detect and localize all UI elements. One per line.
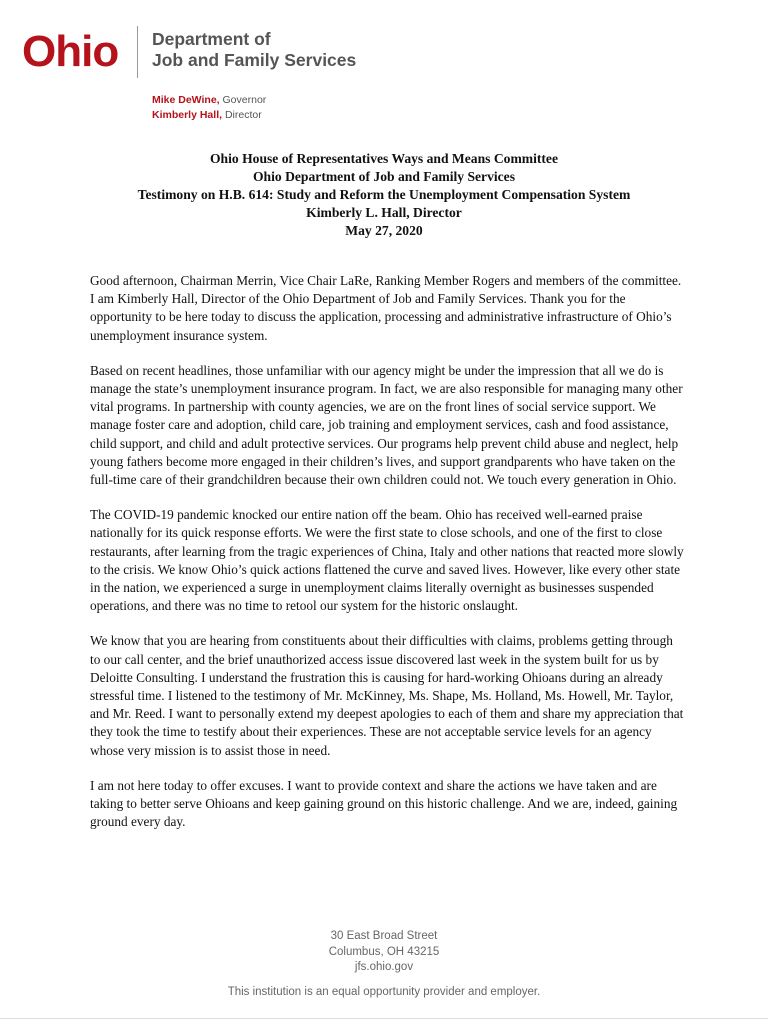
- paragraph: The COVID-19 pandemic knocked our entire nation off the beam. Ohio has received well-earned praise nationally for its quick response efforts. We were the first state to close schools, and one of the first to close restaurants, after learning from the tragic experiences of China, Italy and other nations that reacted more slowly to the crisis. We know Ohio’s quick actions flattened the curve and saved lives. However, like every other state in the nation, we experienced a surge in unemployment claims literally overnight as businesses suspended operations, and there was no time to retool our system for the historic onslaught.: [90, 507, 684, 614]
- paragraph: I am not here today to offer excuses. I want to provide context and share the actions we have taken and are taking to better serve Ohioans and keep gaining ground on this historic challenge. And we are, indeed, gaining ground every day.: [90, 777, 678, 830]
- footer-city: Columbus, OH 43215: [328, 945, 440, 958]
- logo-divider: [137, 26, 138, 78]
- governor-title: Governor: [219, 94, 267, 106]
- ohio-jfs-logo: [22, 22, 442, 82]
- paragraph: We know that you are hearing from constituents about their difficulties with claims, problems getting through to our call center, and the brief unauthorized access issue discovered last week in the system built for us by Deloitte Consulting. I understand the frustration this is causing for hard-working Ohioans during an already stressful time. I listened to the testimony of Mr. McKinney, Ms. Shape, Ms. Holland, Ms. Howell, Mr. Taylor, and Mr. Reed. I want to personally extend my deepest apologies to each of them and share my appreciation that they took the time to testify about their experiences. These are not acceptable service levels for an agency whose very mission is to assist those in need.: [90, 633, 684, 758]
- department-name: [152, 29, 356, 71]
- heading-date: May 27, 2020: [345, 223, 423, 238]
- testimony-body: [90, 272, 686, 848]
- paragraph: Good afternoon, Chairman Merrin, Vice Chair LaRe, Ranking Member Rogers and members of the committee. I am Kimberly Hall, Director of the Ohio Department of Job and Family Services. Thank you for the opportunity to be here today to discuss the application, processing and administrative infrastructure of Ohio’s unemployment insurance system.: [90, 273, 682, 343]
- heading-department: Ohio Department of Job and Family Services: [252, 169, 516, 184]
- governor-name: Mike DeWine,: [152, 94, 220, 106]
- equal-opportunity-statement: This institution is an equal opportunity provider and employer.: [227, 986, 541, 998]
- department-name-line-2: Job and Family Services: [152, 50, 357, 70]
- officials-block: [152, 93, 266, 123]
- director-name: Kimberly Hall,: [152, 109, 223, 121]
- testimony-heading: [0, 150, 768, 240]
- paragraph: Based on recent headlines, those unfamiliar with our agency might be under the impression that all we do is manage the state’s unemployment insurance program. In fact, we are also responsible for managing many other vital programs. In partnership with county agencies, we are on the front lines of social service support. We manage foster care and adoption, child care, job training and employment services, cash and food assistance, child support, and child and adult protective services. Our programs help prevent child abuse and neglect, help young fathers become more engaged in their children’s lives, and support grandparents who have taken on the full-time care of their grandchildren because their own children could not. We touch every generation in Ohio.: [90, 362, 683, 488]
- governor-line: [152, 93, 266, 108]
- heading-committee: Ohio House of Representatives Ways and Means Committee: [209, 151, 558, 166]
- director-line: [152, 108, 266, 123]
- page-bottom-divider: [0, 1018, 768, 1019]
- footer-website: jfs.ohio.gov: [354, 961, 414, 973]
- footer-street: 30 East Broad Street: [330, 930, 438, 942]
- director-title: Director: [222, 109, 262, 121]
- heading-speaker: Kimberly L. Hall, Director: [306, 205, 462, 220]
- footer-address: [0, 929, 768, 976]
- ohio-logo-wordmark: Ohio: [22, 27, 119, 76]
- heading-bill: Testimony on H.B. 614: Study and Reform the Unemployment Compensation System: [137, 187, 631, 202]
- department-name-line-1: Department of: [152, 29, 271, 49]
